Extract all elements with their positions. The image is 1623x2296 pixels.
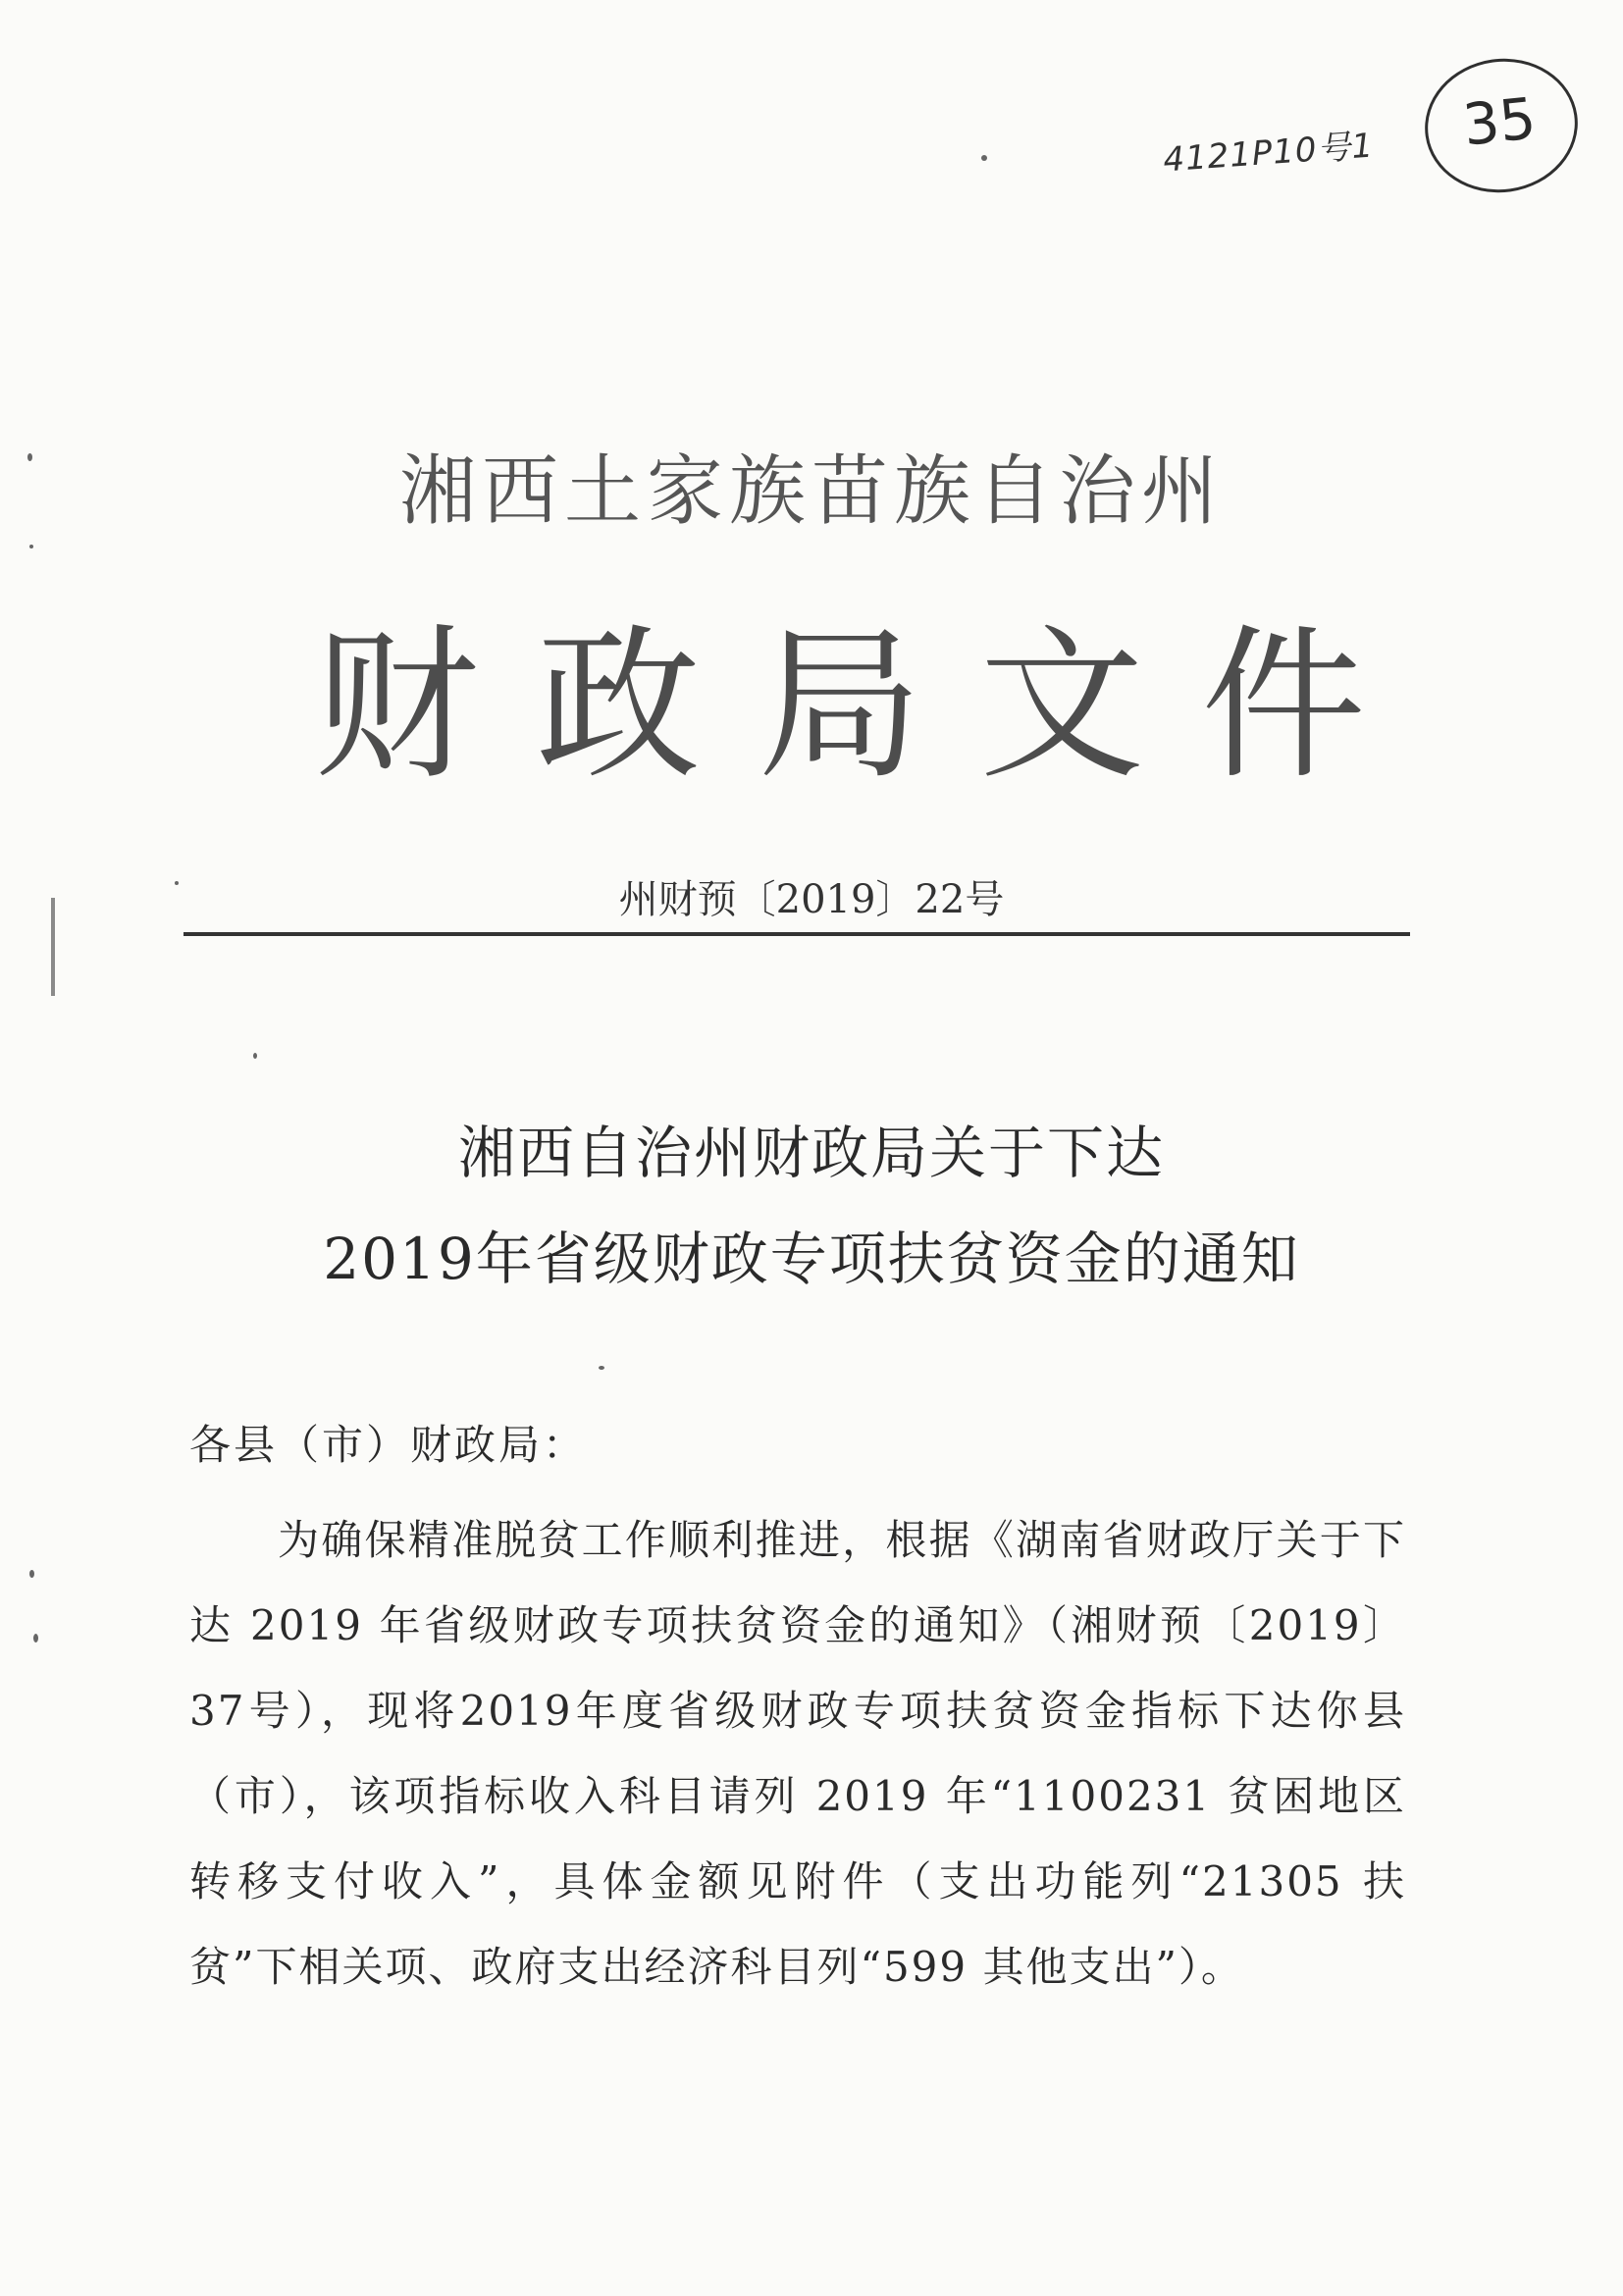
scan-speck — [29, 1570, 34, 1578]
notice-title-line-1: 湘西自治州财政局关于下达 — [457, 1120, 1165, 1186]
issuer-document-title: 财政局文件 — [314, 609, 1423, 802]
scan-edge-mark — [51, 898, 55, 996]
scan-speck — [599, 1366, 604, 1370]
scan-speck — [981, 155, 987, 161]
scan-speck — [27, 453, 32, 461]
handwritten-note: 4121P10号1 — [1162, 126, 1376, 181]
document-number: 州财预〔2019〕22号 — [618, 877, 1005, 922]
salutation: 各县（市）财政局： — [189, 1421, 588, 1469]
scan-speck — [253, 1053, 257, 1059]
handwritten-page-number: 35 — [1459, 84, 1540, 159]
header-divider — [183, 932, 1410, 936]
scan-speck — [33, 1634, 38, 1643]
scan-speck — [175, 881, 179, 885]
notice-title-line-2: 2019年省级财政专项扶贫资金的通知 — [323, 1226, 1300, 1292]
scan-speck — [29, 545, 33, 548]
body-paragraph: 为确保精准脱贫工作顺利推进，根据《湖南省财政厅关于下达 2019 年省级财政专项扶贫资金的通知》（湘财预〔2019〕37号），现将2019年度省级财政专项扶贫资金指标下达你县（市），该项指标收入科目请列 2019 年“1100231 贫困地区转移支付收入”，具体金额见附件（支出功能列“21305 扶贫”下相关项、政府支出经济科目列“599 其他支出”）。 — [189, 1516, 1406, 1991]
issuer-organization: 湘西土家族苗族自治州 — [398, 447, 1224, 536]
